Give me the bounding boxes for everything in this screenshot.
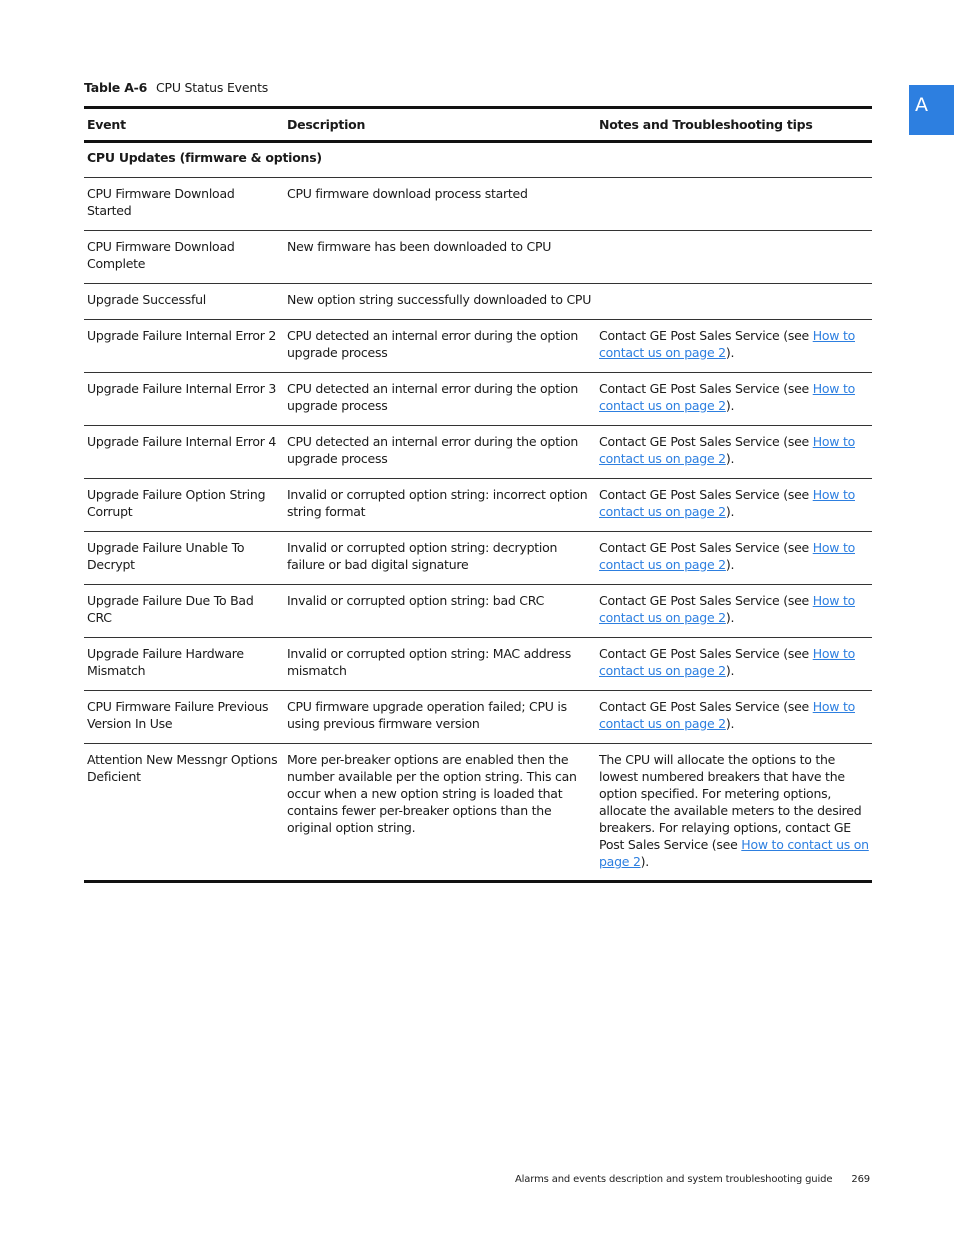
notes-text-end: ).	[725, 663, 735, 678]
description-cell: CPU firmware download process started	[287, 186, 528, 201]
contact-us-link[interactable]: How to contact us on page 2	[599, 646, 855, 678]
notes-cell	[596, 744, 872, 882]
description-cell: CPU detected an internal error during the option upgrade process	[287, 434, 579, 466]
table-row	[84, 320, 872, 373]
notes-text-end: ).	[725, 398, 735, 413]
section-row	[84, 142, 872, 178]
contact-us-link[interactable]: How to contact us on page 2	[599, 487, 855, 519]
table-number: Table A-6	[84, 80, 148, 95]
header-description: Description	[287, 117, 366, 132]
contact-us-link[interactable]: How to contact us on page 2	[599, 328, 855, 360]
notes-cell	[596, 373, 872, 426]
table-row	[84, 532, 872, 585]
contact-us-link[interactable]: How to contact us on page 2	[599, 837, 869, 869]
notes-cell	[596, 284, 872, 320]
notes-cell	[596, 532, 872, 585]
notes-cell	[596, 178, 872, 231]
event-cell: Upgrade Successful	[87, 292, 207, 307]
table-row	[84, 585, 872, 638]
description-cell: Invalid or corrupted option string: incorrect option string format	[287, 487, 588, 519]
event-cell: Upgrade Failure Internal Error 4	[87, 434, 277, 449]
description-cell: Invalid or corrupted option string: MAC address mismatch	[287, 646, 571, 678]
description-cell: CPU detected an internal error during the option upgrade process	[287, 381, 579, 413]
table-row	[84, 638, 872, 691]
contact-us-link[interactable]: How to contact us on page 2	[599, 540, 855, 572]
page-number: 269	[851, 1174, 870, 1185]
notes-text: Contact GE Post Sales Service (see	[599, 328, 813, 343]
notes-text-end: ).	[725, 451, 735, 466]
cpu-status-events-table	[84, 106, 872, 883]
notes-text: Contact GE Post Sales Service (see	[599, 593, 813, 608]
notes-cell	[596, 585, 872, 638]
notes-cell	[596, 426, 872, 479]
page-footer	[515, 1174, 870, 1185]
header-event: Event	[87, 117, 126, 132]
notes-text: Contact GE Post Sales Service (see	[599, 646, 813, 661]
notes-text: Contact GE Post Sales Service (see	[599, 540, 813, 555]
description-cell: CPU firmware upgrade operation failed; CPU is using previous firmware version	[287, 699, 567, 731]
table-header-row	[84, 108, 872, 142]
table-row	[84, 231, 872, 284]
event-cell: CPU Firmware Failure Previous Version In Use	[87, 699, 269, 731]
header-notes: Notes and Troubleshooting tips	[599, 117, 813, 132]
notes-cell	[596, 320, 872, 373]
section-title: CPU Updates (firmware & options)	[87, 150, 322, 165]
notes-text: Contact GE Post Sales Service (see	[599, 699, 813, 714]
table-row	[84, 691, 872, 744]
notes-cell	[596, 479, 872, 532]
notes-text-end: ).	[725, 345, 735, 360]
notes-cell	[596, 231, 872, 284]
contact-us-link[interactable]: How to contact us on page 2	[599, 434, 855, 466]
contact-us-link[interactable]: How to contact us on page 2	[599, 593, 855, 625]
table-row	[84, 426, 872, 479]
notes-text-end: ).	[725, 716, 735, 731]
event-cell: Upgrade Failure Internal Error 3	[87, 381, 277, 396]
event-cell: Upgrade Failure Internal Error 2	[87, 328, 277, 343]
description-cell: More per-breaker options are enabled then the number available per the option string. This can occur when a new option string is loaded that contains fewer per-breaker options than the original option string.	[287, 752, 577, 835]
table-row	[84, 178, 872, 231]
event-cell: Upgrade Failure Due To Bad CRC	[87, 593, 254, 625]
event-cell: CPU Firmware Download Complete	[87, 239, 235, 271]
description-cell: New option string successfully downloaded to CPU	[287, 292, 592, 307]
footer-text: Alarms and events description and system troubleshooting guide	[514, 1174, 833, 1185]
table-row	[84, 744, 872, 882]
table-row	[84, 479, 872, 532]
table-row	[84, 284, 872, 320]
table-caption	[84, 80, 268, 95]
event-cell: Upgrade Failure Hardware Mismatch	[87, 646, 244, 678]
event-cell: Upgrade Failure Unable To Decrypt	[87, 540, 245, 572]
notes-text: Contact GE Post Sales Service (see	[599, 434, 813, 449]
notes-text: Contact GE Post Sales Service (see	[599, 487, 813, 502]
table-row	[84, 373, 872, 426]
table-title: CPU Status Events	[155, 80, 269, 95]
notes-text-end: ).	[725, 557, 735, 572]
event-cell: Upgrade Failure Option String Corrupt	[87, 487, 266, 519]
notes-text-end: ).	[640, 854, 650, 869]
notes-text-end: ).	[725, 504, 735, 519]
appendix-tab: A	[909, 85, 954, 135]
event-cell: CPU Firmware Download Started	[87, 186, 235, 218]
notes-cell	[596, 691, 872, 744]
notes-text-end: ).	[725, 610, 735, 625]
description-cell: Invalid or corrupted option string: decryption failure or bad digital signature	[287, 540, 558, 572]
description-cell: Invalid or corrupted option string: bad CRC	[287, 593, 545, 608]
notes-text: Contact GE Post Sales Service (see	[599, 381, 813, 396]
contact-us-link[interactable]: How to contact us on page 2	[599, 699, 855, 731]
notes-text: The CPU will allocate the options to the lowest numbered breakers that have the option specified. For metering options, allocate the available meters to the desired breakers. For relaying options, contact GE Post Sales Service (see	[599, 752, 862, 852]
event-cell: Attention New Messngr Options Deficient	[87, 752, 278, 784]
notes-cell	[596, 638, 872, 691]
description-cell: New firmware has been downloaded to CPU	[287, 239, 552, 254]
contact-us-link[interactable]: How to contact us on page 2	[599, 381, 855, 413]
description-cell: CPU detected an internal error during the option upgrade process	[287, 328, 579, 360]
